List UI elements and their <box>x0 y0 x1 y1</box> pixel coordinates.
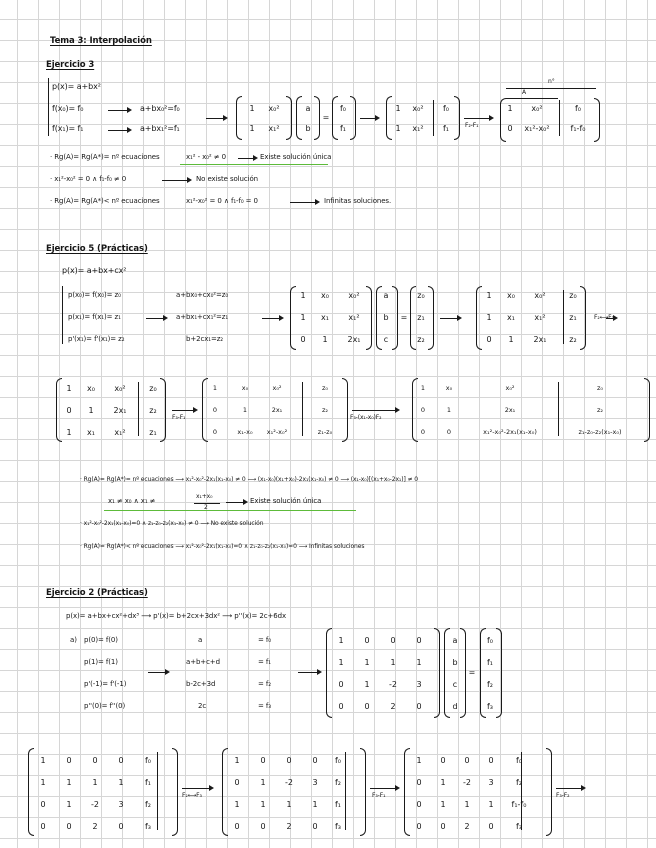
ej1-case-2-result: No existe solución <box>196 175 258 183</box>
ej2-case-1-result: Existe solución única <box>250 497 322 505</box>
arrow-icon <box>238 158 256 159</box>
right-paren <box>342 378 348 442</box>
right-paren <box>392 286 398 350</box>
matrix-cell: 0 <box>338 702 344 711</box>
ej1-case-1-result: Existe solución única <box>260 153 332 161</box>
page-title: Tema 3: Interpolación <box>50 36 152 46</box>
ej2-x-cell: a <box>383 291 389 300</box>
ej1-a-cell: 1 <box>249 124 255 133</box>
matrix-cell: 1 <box>312 800 318 809</box>
augment-bar <box>563 290 564 344</box>
ej3-eq-rhs: = f₂ <box>258 680 271 688</box>
matrix-cell: 1 <box>486 291 492 300</box>
right-paren <box>350 96 356 140</box>
matrix-cell: x₀² <box>534 291 546 300</box>
matrix-cell: 1 <box>242 406 248 414</box>
matrix-cell: f₃ <box>515 822 523 831</box>
matrix-cell: 0 <box>66 406 72 415</box>
ej3-heading: Ejercicio 2 (Prácticas) <box>46 588 148 598</box>
matrix-cell: 0 <box>40 822 46 831</box>
ej1-case-3-cond: x₁²-x₀² = 0 ∧ f₁-f₀ = 0 <box>186 197 258 205</box>
matrix-cell: 1 <box>416 658 422 667</box>
left-paren <box>222 748 228 836</box>
left-paren <box>236 96 242 140</box>
matrix-cell: x₁-x₀ <box>237 428 253 436</box>
matrix-cell: x₀ <box>241 384 249 392</box>
matrix-cell: 1 <box>300 291 306 300</box>
matrix-cell: x₀² <box>272 384 282 392</box>
ej2-cond-0: p(x₀)= f(x₀)= z₀ <box>68 291 121 299</box>
ej3-cond-1: p(1)= f(1) <box>84 658 118 666</box>
rank-bracket <box>506 98 558 99</box>
ej1-case-1: · Rg(A)= Rg(A*)= nº ecuaciones <box>50 153 160 161</box>
right-paren <box>644 378 650 442</box>
augment-bar <box>302 382 303 436</box>
matrix-cell: f₀ <box>486 636 494 645</box>
matrix-cell: f₃ <box>144 822 152 831</box>
ej1-b-cell: f₁ <box>339 124 347 133</box>
matrix-cell: 0 <box>416 702 422 711</box>
matrix-cell: 1 <box>66 428 72 437</box>
matrix-cell: z₂ <box>596 406 604 414</box>
matrix-cell: 2 <box>92 822 98 831</box>
matrix-cell: f₂ <box>515 778 523 787</box>
matrix-cell: 1 <box>390 658 396 667</box>
matrix-cell: x₁² <box>348 313 360 322</box>
matrix-cell: 0 <box>286 756 292 765</box>
left-paren <box>404 748 410 836</box>
right-paren <box>460 628 466 718</box>
matrix-cell: 0 <box>364 702 370 711</box>
arrow-icon <box>262 318 282 319</box>
highlight-underline <box>104 510 356 511</box>
ej1-aug-cell: x₁² <box>412 124 424 133</box>
right-paren <box>286 96 292 140</box>
matrix-cell: 3 <box>416 680 422 689</box>
matrix-cell: 0 <box>312 756 318 765</box>
matrix-cell: z₂ <box>569 335 577 344</box>
left-paren <box>326 628 332 718</box>
matrix-cell: 2x₁ <box>504 406 516 414</box>
ej2-case-3: · Rg(A)= Rg(A*)< nº ecuaciones ⟶ x₁²-x₀²-2x₁(x₁-x₀)=0 ∧ z₁-z₀-z₂(x₁-x₀)=0 ⟶ Infinitas soluciones <box>80 543 365 550</box>
matrix-cell: 0 <box>420 406 426 414</box>
matrix-cell: f₃ <box>334 822 342 831</box>
ej1-aug-cell: 1 <box>395 124 401 133</box>
right-paren <box>360 748 366 836</box>
matrix-cell: 0 <box>390 636 396 645</box>
matrix-cell: 1 <box>66 384 72 393</box>
ej1-aug2-cell: x₁²-x₀² <box>524 124 550 133</box>
matrix-cell: 1 <box>416 756 422 765</box>
matrix-cell: 0 <box>464 756 470 765</box>
ej2-op2: F₃-(x₁-x₀)F₂ <box>350 414 382 421</box>
matrix-cell: x₀² <box>505 384 515 392</box>
right-paren <box>454 96 460 140</box>
matrix-cell: 1 <box>364 658 370 667</box>
ej3-eq-lhs: 2c <box>198 702 207 710</box>
arrow-icon <box>206 118 226 119</box>
matrix-cell: 1 <box>486 313 492 322</box>
matrix-cell: 0 <box>416 800 422 809</box>
matrix-cell: z₁ <box>569 313 577 322</box>
ej3-eq-lhs: a <box>198 636 203 644</box>
matrix-cell: x₀ <box>87 384 95 393</box>
arrow-icon <box>108 130 130 131</box>
matrix-cell: x₁ <box>87 428 95 437</box>
matrix-cell: c <box>452 680 458 689</box>
ej2-eq-1: a+bx₁+cx₁²=z₁ <box>176 313 229 321</box>
matrix-cell: z₂ <box>149 406 157 415</box>
ej2-cond-1: p(x₁)= f(x₁)= z₁ <box>68 313 121 321</box>
matrix-cell: x₁² <box>114 428 126 437</box>
matrix-cell: f₀ <box>144 756 152 765</box>
matrix-cell: x₁² <box>534 313 546 322</box>
ej1-aug2-cell: f₀ <box>574 104 582 113</box>
highlight-underline <box>180 164 328 165</box>
matrix-cell: x₁ <box>507 313 515 322</box>
matrix-cell: 1 <box>508 335 514 344</box>
ej2-row-swap: F₂⟷F₃ <box>594 314 614 321</box>
arrow-icon <box>226 502 246 503</box>
matrix-cell: 0 <box>66 756 72 765</box>
augment-bar <box>157 752 158 830</box>
ej1-aug2-cell: x₀² <box>531 104 543 113</box>
matrix-cell: 1 <box>420 384 426 392</box>
ej1-poly: p(x)= a+bx² <box>52 82 101 91</box>
matrix-cell: 1 <box>260 800 266 809</box>
matrix-cell: 0 <box>66 822 72 831</box>
matrix-cell: x₁²-x₀²-2x₁(x₁-x₀) <box>483 428 537 436</box>
matrix-cell: 0 <box>420 428 426 436</box>
ej1-a-cell: x₁² <box>268 124 280 133</box>
matrix-cell: 1 <box>446 406 452 414</box>
matrix-cell: z₂ <box>321 406 329 414</box>
ej1-row-op: F₂-F₁ <box>465 122 479 129</box>
matrix-cell: f₁ <box>334 800 342 809</box>
ej2-case-1-cond: x₁ ≠ x₀ ∧ x₁ ≠ <box>108 497 156 505</box>
arrow-icon <box>172 410 196 411</box>
matrix-cell: 0 <box>440 756 446 765</box>
matrix-cell: 0 <box>312 822 318 831</box>
matrix-cell: 0 <box>260 822 266 831</box>
ej2-system-brace <box>62 286 63 344</box>
matrix-cell: z₀ <box>321 384 329 392</box>
matrix-cell: 3 <box>312 778 318 787</box>
arrow-icon <box>108 110 130 111</box>
ej1-aug2-cell: 1 <box>507 104 513 113</box>
matrix-cell: 1 <box>338 658 344 667</box>
matrix-cell: z₁-z₀ <box>317 428 333 436</box>
ej3-cond-2: p'(-1)= f'(-1) <box>84 680 127 688</box>
matrix-cell: 2 <box>390 702 396 711</box>
matrix-cell: 1 <box>92 778 98 787</box>
matrix-cell: 0 <box>488 822 494 831</box>
matrix-cell: 3 <box>118 800 124 809</box>
ej1-eq-1: a+bx₁²=f₁ <box>140 124 180 133</box>
matrix-cell: f₀ <box>515 756 523 765</box>
ej1-case-3: · Rg(A)= Rg(A*)< nº ecuaciones <box>50 197 160 205</box>
matrix-cell: 0 <box>338 680 344 689</box>
matrix-cell: 1 <box>338 636 344 645</box>
matrix-cell: b <box>452 658 458 667</box>
ej2-eq-0: a+bx₀+cx₀²=z₀ <box>176 291 229 299</box>
ej1-aug2-cell: f₁-f₀ <box>570 124 586 133</box>
matrix-cell: -2 <box>91 800 99 809</box>
matrix-cell: 0 <box>300 335 306 344</box>
matrix-cell: 1 <box>88 406 94 415</box>
right-paren <box>434 628 440 718</box>
ej2-frac-num: x₁+x₀ <box>196 493 213 500</box>
ej1-b-cell: f₀ <box>339 104 347 113</box>
matrix-cell: 1 <box>364 680 370 689</box>
matrix-cell: 0 <box>416 778 422 787</box>
ej3-eq-lhs: a+b+c+d <box>186 658 220 666</box>
right-paren <box>366 286 372 350</box>
ej3-eq-rhs: = f₃ <box>258 702 271 710</box>
ej3-eq-lhs: b-2c+3d <box>186 680 216 688</box>
matrix-cell: f₁ <box>144 778 152 787</box>
matrix-cell: 1 <box>66 778 72 787</box>
matrix-cell: 1 <box>464 800 470 809</box>
ej1-aug-cell: 1 <box>395 104 401 113</box>
matrix-cell: 0 <box>260 756 266 765</box>
ej3-op1: F₂⟷F₃ <box>182 792 202 799</box>
matrix-cell: f₂ <box>486 680 494 689</box>
ej1-x-cell: a <box>305 104 311 113</box>
matrix-cell: 1 <box>234 756 240 765</box>
matrix-cell: x₀² <box>114 384 126 393</box>
arrow-icon <box>464 118 492 119</box>
matrix-cell: 1 <box>118 778 124 787</box>
ej3-cond-0: p(0)= f(0) <box>84 636 118 644</box>
matrix-cell: z₀ <box>149 384 157 393</box>
matrix-cell: -2 <box>389 680 397 689</box>
equals-sign: = <box>468 668 476 677</box>
equals-sign: = <box>322 113 330 122</box>
matrix-cell: 0 <box>212 428 218 436</box>
matrix-cell: 1 <box>488 800 494 809</box>
right-paren <box>314 96 320 140</box>
matrix-cell: 2x₁ <box>271 406 283 414</box>
matrix-cell: 1 <box>260 778 266 787</box>
matrix-cell: -2 <box>463 778 471 787</box>
ej1-heading: Ejercicio 3 <box>46 60 95 70</box>
matrix-cell: 1 <box>322 335 328 344</box>
equals-sign: = <box>400 313 408 322</box>
matrix-cell: x₀ <box>445 384 453 392</box>
matrix-cell: f₂ <box>144 800 152 809</box>
ej1-rank-a: A <box>522 89 527 96</box>
matrix-cell: 0 <box>488 756 494 765</box>
matrix-cell: 2x₁ <box>347 335 361 344</box>
augment-bar <box>138 382 139 436</box>
right-paren <box>160 378 166 442</box>
matrix-cell: 0 <box>364 636 370 645</box>
matrix-cell: 0 <box>92 756 98 765</box>
ej2-case-1: · Rg(A)= Rg(A*)= nº ecuaciones ⟶ x₁²-x₀²-2x₁(x₁-x₀) ≠ 0 ⟶ (x₁-x₀)(x₁+x₀)-2x₁(x₁-x₀) ≠ 0 ⟶ (x₁-x₀)[(x₁+x₀-2x₁)] ≠ 0 <box>80 476 418 483</box>
ej1-cond-1: f(x₁)= f₁ <box>52 124 84 133</box>
ej2-op1: F₃-F₁ <box>172 414 186 421</box>
ej1-aug2-cell: 0 <box>507 124 513 133</box>
arrow-icon <box>370 788 398 789</box>
ej3-cond-3: p''(0)= f''(0) <box>84 702 126 710</box>
matrix-cell: z₀ <box>596 384 604 392</box>
matrix-cell: x₀² <box>348 291 360 300</box>
matrix-cell: 0 <box>446 428 452 436</box>
matrix-cell: x₁ <box>321 313 329 322</box>
matrix-cell: 1 <box>66 800 72 809</box>
right-paren <box>594 98 600 142</box>
matrix-cell: 1 <box>440 778 446 787</box>
ej2-case-2: · x₁²-x₀²-2x₁(x₁-x₀)=0 ∧ z₁-z₀-z₂(x₁-x₀) ≠ 0 ⟶ No existe solución <box>80 520 264 527</box>
arrow-icon <box>148 672 168 673</box>
ej1-system-brace <box>48 78 49 136</box>
ej3-eq-rhs: = f₁ <box>258 658 271 666</box>
matrix-cell: f₁-f₀ <box>511 800 527 809</box>
ej2-frac-den: 2 <box>204 504 208 511</box>
right-paren <box>172 748 178 836</box>
matrix-cell: 1 <box>40 756 46 765</box>
ej1-case-3-result: Infinitas soluciones. <box>324 197 392 205</box>
matrix-cell: 0 <box>118 822 124 831</box>
matrix-cell: f₁ <box>486 658 494 667</box>
ej3-op2: F₃-F₁ <box>372 792 386 799</box>
arrow-icon <box>162 180 190 181</box>
ej1-cond-0: f(x₀)= f₀ <box>52 104 84 113</box>
arrow-icon <box>440 318 460 319</box>
matrix-cell: f₂ <box>334 778 342 787</box>
matrix-cell: 1 <box>212 384 218 392</box>
augment-bar <box>521 752 522 830</box>
matrix-cell: x₀ <box>507 291 515 300</box>
right-paren <box>428 286 434 350</box>
matrix-cell: 0 <box>416 636 422 645</box>
ej3-poly: p(x)= a+bx+cx²+dx³ ⟶ p'(x)= b+2cx+3dx² ⟶ p''(x)= 2c+6dx <box>66 612 286 620</box>
matrix-cell: -2 <box>285 778 293 787</box>
matrix-cell: x₀ <box>321 291 329 300</box>
matrix-cell: f₀ <box>334 756 342 765</box>
matrix-cell: x₁²-x₀² <box>266 428 288 436</box>
matrix-cell: 3 <box>488 778 494 787</box>
arrow-icon <box>556 788 584 789</box>
matrix-cell: f₃ <box>486 702 494 711</box>
arrow-icon <box>352 410 398 411</box>
right-paren <box>580 286 586 350</box>
matrix-cell: 2 <box>286 822 292 831</box>
ej1-a-cell: 1 <box>249 104 255 113</box>
ej1-aug-cell: f₁ <box>442 124 450 133</box>
rank-bracket <box>506 88 596 89</box>
matrix-cell: z₀ <box>569 291 577 300</box>
matrix-cell: 0 <box>40 800 46 809</box>
matrix-cell: 2x₁ <box>113 406 127 415</box>
ej2-poly: p(x)= a+bx+cx² <box>62 266 127 275</box>
matrix-cell: 0 <box>416 822 422 831</box>
ej3-op3: F₃-F₂ <box>556 792 570 799</box>
ej2-b-cell: z₂ <box>417 335 425 344</box>
ej1-eq-0: a+bx₀²=f₀ <box>140 104 180 113</box>
augment-bar <box>345 752 346 830</box>
matrix-cell: 1 <box>40 778 46 787</box>
ej2-x-cell: b <box>383 313 389 322</box>
ej2-cond-2: p'(x₁)= f'(x₁)= z₂ <box>68 335 125 343</box>
right-paren <box>496 628 502 718</box>
matrix-cell: 0 <box>486 335 492 344</box>
matrix-cell: 0 <box>118 756 124 765</box>
matrix-cell: z₁-z₀-z₂(x₁-x₀) <box>578 428 622 436</box>
ej1-case-2: · x₁²-x₀² = 0 ∧ f₁-f₀ ≠ 0 <box>50 175 127 183</box>
ej2-b-cell: z₁ <box>417 313 425 322</box>
left-paren <box>28 748 34 836</box>
ej3-part-label: a) <box>70 636 77 644</box>
matrix-cell: 0 <box>212 406 218 414</box>
ej1-x-cell: b <box>305 124 311 133</box>
ej1-case-1-cond: x₁² - x₀² ≠ 0 <box>186 153 226 161</box>
ej1-aug-cell: f₀ <box>442 104 450 113</box>
ej1-rank-label: n° <box>548 78 555 85</box>
matrix-cell: a <box>452 636 458 645</box>
matrix-cell: 1 <box>440 800 446 809</box>
matrix-cell: 1 <box>234 800 240 809</box>
augment-bar <box>559 100 560 136</box>
ej3-eq-rhs: = f₀ <box>258 636 271 644</box>
matrix-cell: 0 <box>440 822 446 831</box>
matrix-cell: 0 <box>234 822 240 831</box>
matrix-cell: 1 <box>286 800 292 809</box>
ej2-b-cell: z₀ <box>417 291 425 300</box>
augment-bar <box>558 382 559 436</box>
matrix-cell: 0 <box>234 778 240 787</box>
augment-bar <box>433 100 434 136</box>
arrow-icon <box>146 318 166 319</box>
arrow-icon <box>606 318 616 319</box>
ej2-x-cell: c <box>383 335 389 344</box>
matrix-cell: 2x₁ <box>533 335 547 344</box>
arrow-icon <box>290 202 318 203</box>
ej1-a-cell: x₀² <box>268 104 280 113</box>
ej2-eq-2: b+2cx₁=z₂ <box>186 335 224 343</box>
matrix-cell: z₁ <box>149 428 157 437</box>
matrix-cell: d <box>452 702 458 711</box>
ej1-aug-cell: x₀² <box>412 104 424 113</box>
ej2-heading: Ejercicio 5 (Prácticas) <box>46 244 148 254</box>
matrix-cell: 1 <box>300 313 306 322</box>
right-paren <box>546 748 552 836</box>
arrow-icon <box>182 788 212 789</box>
matrix-cell: 2 <box>464 822 470 831</box>
arrow-icon <box>360 118 378 119</box>
arrow-icon <box>298 672 320 673</box>
